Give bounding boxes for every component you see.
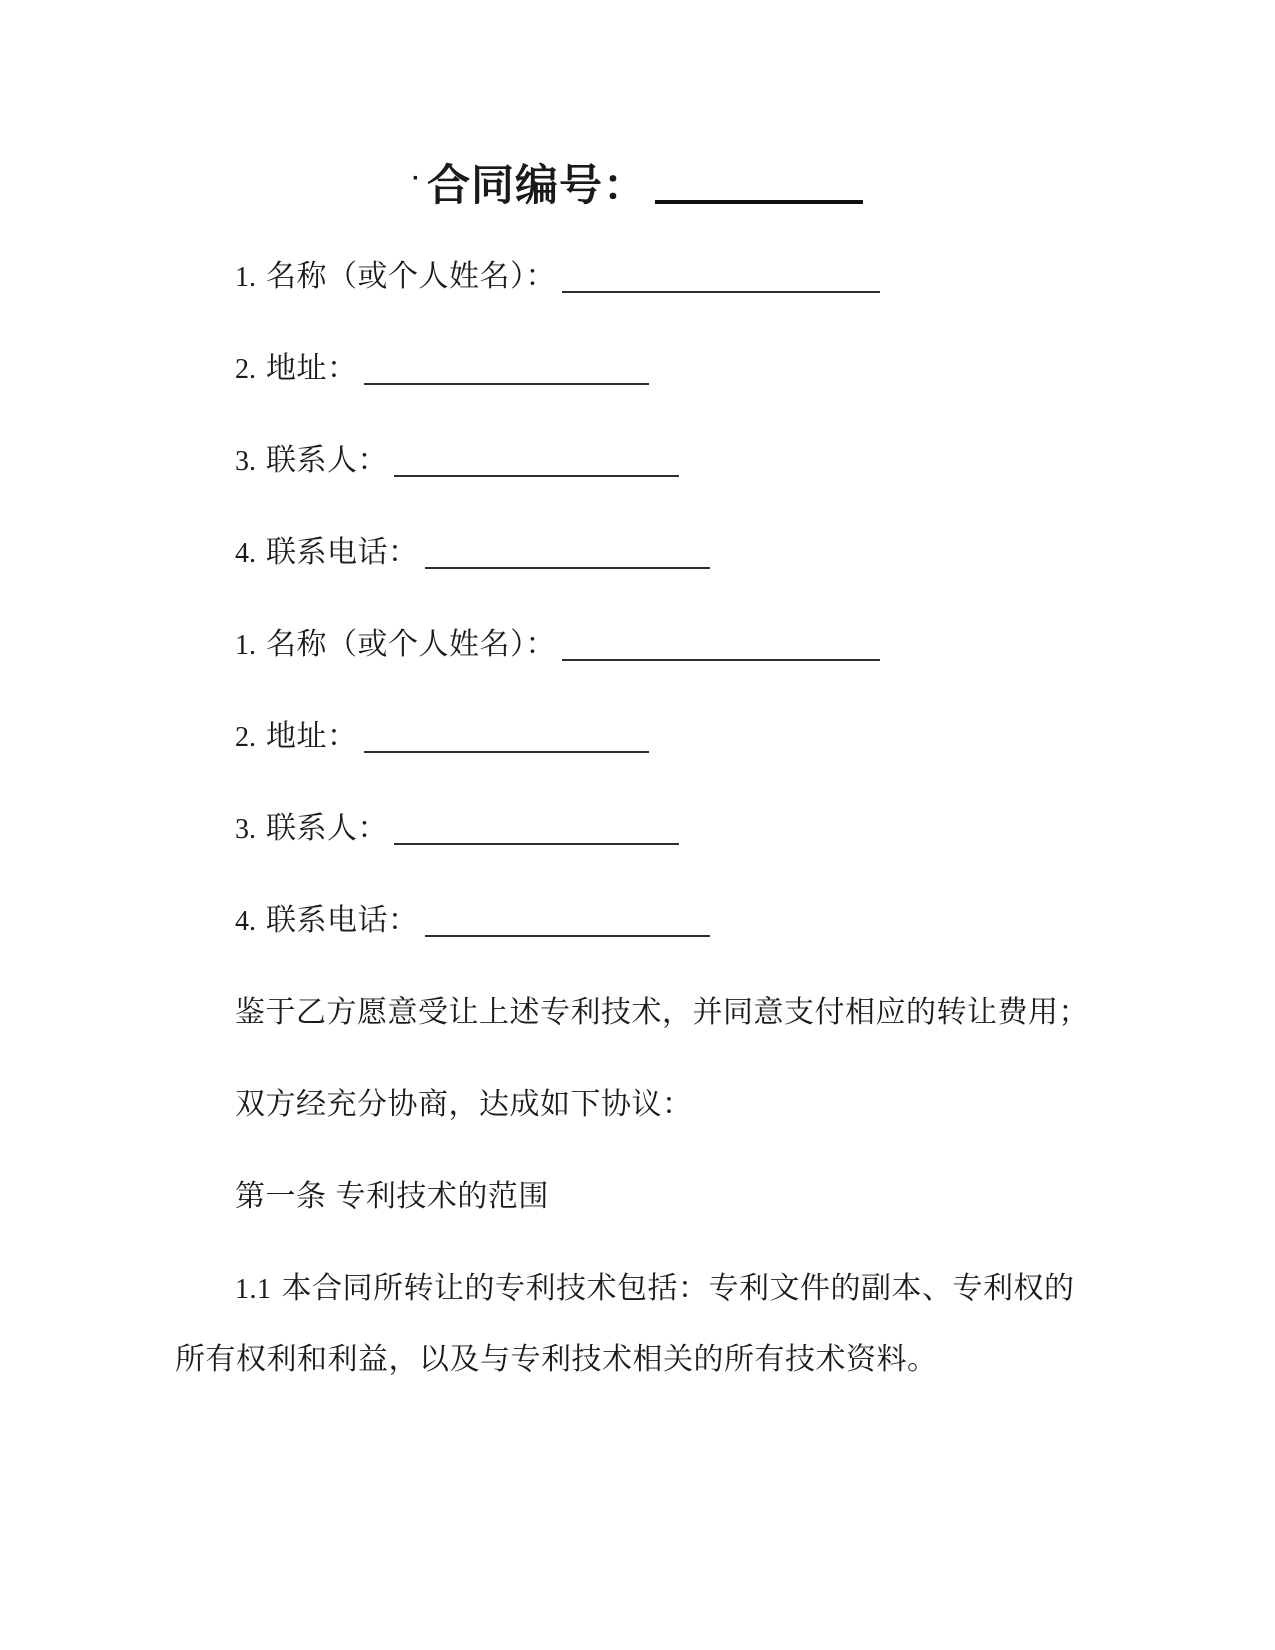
field-row <box>175 231 1103 323</box>
field-row <box>175 323 1103 415</box>
field-blank-line <box>425 567 710 569</box>
field-label: 名称（或个人姓名）： <box>266 628 556 661</box>
field-row <box>175 507 1103 599</box>
field-label: 联系人： <box>266 812 388 845</box>
field-number: 2. <box>235 354 256 385</box>
field-number: 4. <box>235 538 256 569</box>
clause-1-1-paragraph <box>175 1254 1103 1395</box>
field-label: 地址： <box>266 352 358 385</box>
clause-number: 1.1 <box>235 1274 272 1305</box>
field-row <box>175 875 1103 967</box>
field-row <box>175 783 1103 875</box>
field-label: 联系电话： <box>266 904 419 937</box>
contract-number-blank-line <box>655 200 863 204</box>
field-blank-line <box>394 843 679 845</box>
recital-paragraph: 鉴于乙方愿意受让上述专利技术，并同意支付相应的转让费用； <box>235 996 1089 1029</box>
field-number: 3. <box>235 814 256 845</box>
contract-number-label: 合同编号： <box>427 162 647 210</box>
field-number: 1. <box>235 630 256 661</box>
recital-paragraph: 双方经充分协商，达成如下协议： <box>235 1088 693 1121</box>
field-number: 3. <box>235 446 256 477</box>
field-label: 联系电话： <box>266 536 419 569</box>
contract-number-heading <box>0 0 1275 215</box>
field-number: 4. <box>235 906 256 937</box>
clause-text: 本合同所转让的专利技术包括：专利文件的副本、专利权的所有权利和利益，以及与专利技术相关的所有技术资料。 <box>175 1272 1075 1376</box>
field-blank-line <box>364 383 649 385</box>
field-row <box>175 691 1103 783</box>
field-blank-line <box>394 475 679 477</box>
field-blank-line <box>425 935 710 937</box>
field-row <box>175 599 1103 691</box>
article-1-heading: 第一条 专利技术的范围 <box>235 1180 549 1213</box>
contract-body <box>175 231 1103 1395</box>
field-label: 联系人： <box>266 444 388 477</box>
transferor-info-fields <box>175 231 1103 599</box>
field-number: 2. <box>235 722 256 753</box>
field-label: 地址： <box>266 720 358 753</box>
field-row <box>175 415 1103 507</box>
field-number: 1. <box>235 262 256 293</box>
transferee-info-fields <box>175 599 1103 967</box>
field-blank-line <box>562 659 880 661</box>
field-label: 名称（或个人姓名）： <box>266 260 556 293</box>
bullet-dot: · <box>412 165 421 192</box>
field-blank-line <box>364 751 649 753</box>
field-blank-line <box>562 291 880 293</box>
